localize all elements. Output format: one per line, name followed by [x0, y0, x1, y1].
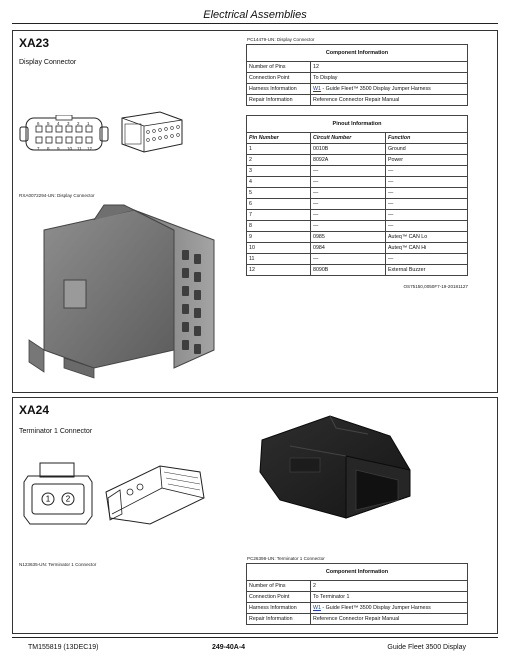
table-row — [247, 581, 468, 592]
pin-socket — [76, 137, 82, 143]
row-label: Harness Information — [247, 603, 311, 614]
pin-number-cell: 6 — [247, 199, 311, 210]
table-row — [247, 254, 468, 265]
table-row — [247, 221, 468, 232]
footer-product-name: Guide Fleet 3500 Display — [387, 644, 466, 651]
circuit-number-cell: 0985 — [311, 232, 386, 243]
circuit-number-cell: — — [311, 199, 386, 210]
function-cell: Auteq™ CAN Hi — [386, 243, 468, 254]
circuit-number-cell: — — [311, 210, 386, 221]
row-label: Repair Information — [247, 95, 311, 106]
pin-socket — [36, 126, 42, 132]
table-row — [247, 62, 468, 73]
pin-socket — [66, 137, 72, 143]
circuit-number-cell: 0984 — [311, 243, 386, 254]
row-label: Repair Information — [247, 614, 311, 625]
table-row — [247, 177, 468, 188]
pin-label: 6 — [37, 121, 40, 126]
page-header-title: Electrical Assemblies — [203, 9, 307, 21]
pin-label: 7 — [37, 146, 40, 151]
xa24-pin-label-2: 2 — [65, 494, 71, 504]
row-label: Connection Point — [247, 592, 311, 603]
table-row — [247, 210, 468, 221]
pin-socket — [56, 126, 62, 132]
xa23-pin-diagram — [18, 115, 110, 153]
harness-description: - Guide Fleet™ 3500 Display Jumper Harness — [320, 86, 431, 92]
pin-number-cell: 1 — [247, 144, 311, 155]
row-value — [311, 603, 468, 614]
row-value — [311, 84, 468, 95]
harness-description: - Guide Fleet™ 3500 Display Jumper Harness — [320, 605, 431, 611]
row-label: Number of Pins — [247, 581, 311, 592]
col-function: Function — [386, 133, 468, 144]
xa24-table-caption: PC26398-UN: Terminator 1 Connector — [247, 556, 325, 561]
pin-number-cell: 10 — [247, 243, 311, 254]
pin-number-cell: 9 — [247, 232, 311, 243]
pin-label: 5 — [47, 121, 50, 126]
pinout-heading: Pinout Information — [247, 116, 468, 133]
function-cell: — — [386, 254, 468, 265]
function-cell: Ground — [386, 144, 468, 155]
circuit-number-cell: — — [311, 254, 386, 265]
harness-link[interactable]: W1 — [313, 605, 321, 611]
footer-doc-id: TM155819 (13DEC19) — [28, 644, 99, 651]
table-row — [247, 243, 468, 254]
xa23-figure-caption: RXA0072294-UN: Display Connector — [19, 193, 95, 198]
pin-label: 10 — [67, 146, 73, 151]
pin-socket — [46, 137, 52, 143]
function-cell: — — [386, 188, 468, 199]
header-rule — [12, 23, 498, 24]
row-label: Number of Pins — [247, 62, 311, 73]
table-row — [247, 166, 468, 177]
xa23-pinout-table — [246, 115, 468, 276]
row-value: Reference Connector Repair Manual — [311, 614, 468, 625]
pin-label: 4 — [57, 121, 60, 126]
xa24-pin-diagram — [18, 460, 98, 530]
row-value: To Terminator 1 — [311, 592, 468, 603]
function-cell: — — [386, 177, 468, 188]
xa23-table-caption: PC14479-UN: Display Connector — [247, 37, 315, 42]
table-row — [247, 155, 468, 166]
row-value: Reference Connector Repair Manual — [311, 95, 468, 106]
xa23-connector-line-drawing — [116, 108, 188, 156]
xa24-subtitle: Terminator 1 Connector — [19, 428, 93, 435]
pin-socket — [86, 126, 92, 132]
xa23-connector-photo — [24, 200, 224, 380]
function-cell: — — [386, 221, 468, 232]
table-row — [247, 84, 468, 95]
circuit-number-cell: — — [311, 166, 386, 177]
circuit-number-cell: 8090B — [311, 265, 386, 276]
xa23-component-table — [246, 44, 468, 106]
pin-socket — [86, 137, 92, 143]
xa24-figure-caption: N123635-UN: Terminator 1 Connector — [19, 562, 97, 567]
xa23-title: XA23 — [19, 36, 50, 50]
col-pin-number: Pin Number — [247, 133, 311, 144]
xa23-ref-code: OS75150,0050F7-19-20181127 — [403, 284, 468, 289]
xa24-pin-label-1: 1 — [45, 494, 51, 504]
function-cell: Power — [386, 155, 468, 166]
footer-rule — [12, 637, 498, 638]
xa23-subtitle: Display Connector — [19, 59, 77, 66]
row-label: Connection Point — [247, 73, 311, 84]
pin-number-cell: 4 — [247, 177, 311, 188]
table-row — [247, 199, 468, 210]
function-cell: Auteq™ CAN Lo — [386, 232, 468, 243]
table-row — [247, 265, 468, 276]
row-value: 2 — [311, 581, 468, 592]
xa24-connector-photo — [250, 410, 422, 522]
pin-socket — [56, 137, 62, 143]
table-row — [247, 95, 468, 106]
component-heading: Component Information — [247, 564, 468, 581]
pin-number-cell: 12 — [247, 265, 311, 276]
table-row — [247, 144, 468, 155]
pin-number-cell: 7 — [247, 210, 311, 221]
col-circuit-number: Circuit Number — [311, 133, 386, 144]
pin-number-cell: 3 — [247, 166, 311, 177]
table-row — [247, 603, 468, 614]
function-cell: — — [386, 166, 468, 177]
pin-label: 8 — [47, 146, 50, 151]
function-cell: — — [386, 210, 468, 221]
pin-socket — [46, 126, 52, 132]
component-heading: Component Information — [247, 45, 468, 62]
row-label: Harness Information — [247, 84, 311, 95]
pin-number-cell: 11 — [247, 254, 311, 265]
pin-socket — [66, 126, 72, 132]
pin-number-cell: 2 — [247, 155, 311, 166]
table-row — [247, 614, 468, 625]
pin-number-cell: 5 — [247, 188, 311, 199]
pin-label: 9 — [57, 146, 60, 151]
table-row — [247, 592, 468, 603]
pin-label: 3 — [67, 121, 70, 126]
pin-number-cell: 8 — [247, 221, 311, 232]
pin-socket — [36, 137, 42, 143]
table-row — [247, 73, 468, 84]
xa24-title: XA24 — [19, 403, 50, 417]
function-cell: — — [386, 199, 468, 210]
row-value: 12 — [311, 62, 468, 73]
circuit-number-cell: 0010B — [311, 144, 386, 155]
pin-label: 12 — [87, 146, 93, 151]
pin-label: 2 — [77, 121, 80, 126]
pin-socket — [76, 126, 82, 132]
footer-page-number: 249-40A-4 — [212, 644, 246, 651]
harness-link[interactable]: W1 — [313, 86, 321, 92]
circuit-number-cell: — — [311, 221, 386, 232]
table-row — [247, 188, 468, 199]
pin-label: 11 — [77, 146, 82, 151]
circuit-number-cell: 8092A — [311, 155, 386, 166]
circuit-number-cell: — — [311, 188, 386, 199]
table-row — [247, 232, 468, 243]
function-cell: External Buzzer — [386, 265, 468, 276]
xa24-connector-line-drawing — [100, 458, 212, 528]
row-value: To Display — [311, 73, 468, 84]
circuit-number-cell: — — [311, 177, 386, 188]
pin-label: 1 — [87, 121, 90, 126]
xa24-component-table — [246, 563, 468, 625]
